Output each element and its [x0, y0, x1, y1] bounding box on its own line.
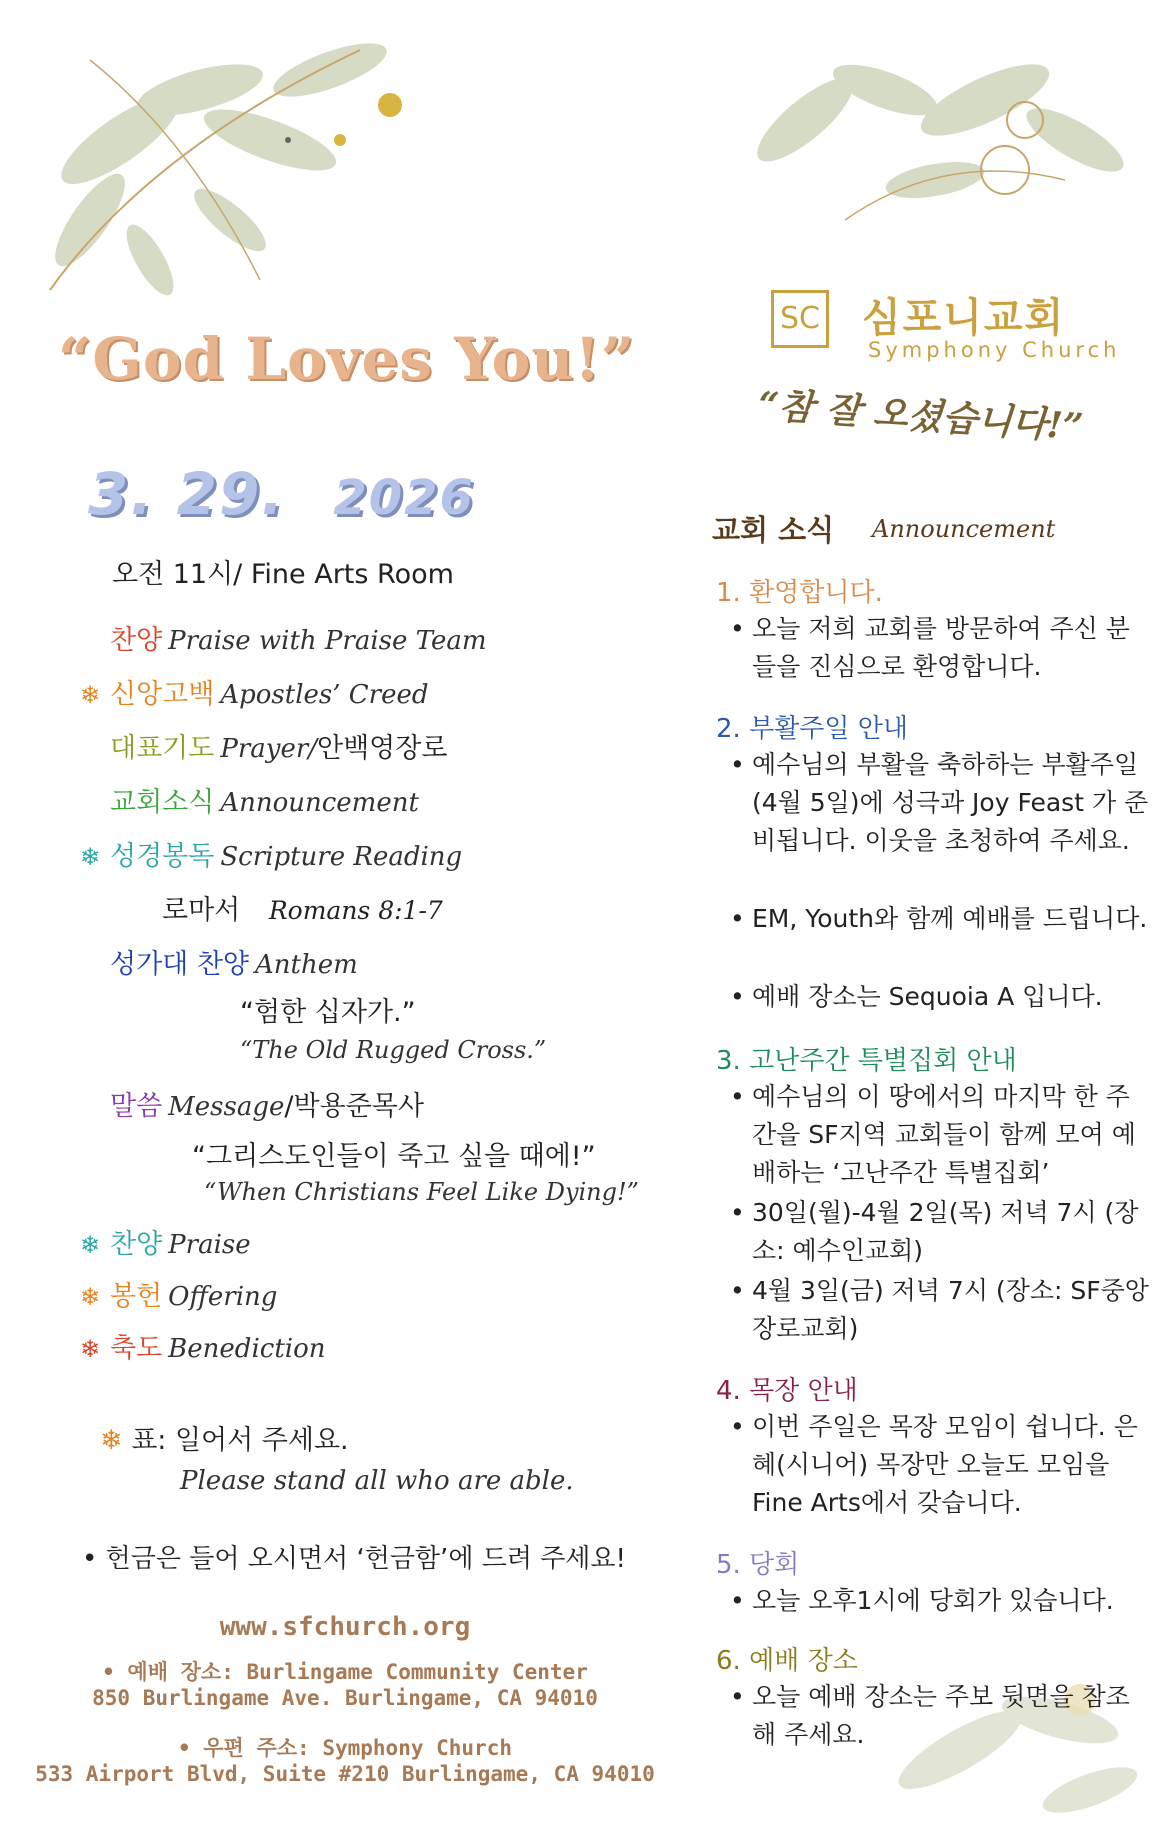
announcement-title: 6. 예배 장소	[716, 1646, 858, 1676]
order-item-praise-team: 찬양 Praise with Praise Team	[110, 625, 487, 656]
order-item-announcement: 교회소식 Announcement	[110, 787, 419, 818]
church-name-en: Symphony Church	[868, 338, 1121, 362]
scripture-reference: 로마서 Romans 8:1-7	[162, 895, 443, 926]
announcement-item: • EM, Youth와 함께 예배를 드립니다.	[730, 904, 1148, 933]
order-item-praise: ❄ 찬양 Praise	[80, 1229, 251, 1260]
announcement-title: 5. 당회	[716, 1550, 800, 1580]
announcement-item: • 예수님의 이 땅에서의 마지막 한 주간을 SF지역 교회들이 함께 모여 예배하는 ‘고난주간 특별집회’	[730, 1082, 1136, 1187]
website-link[interactable]: www.sfchurch.org	[219, 1612, 471, 1642]
preacher: /박용준목사	[284, 1091, 424, 1122]
order-item-apostles-creed: ❄ 신앙고백 Apostles’ Creed	[80, 679, 429, 710]
announcement-item: • 이번 주일은 목장 모임이 쉽니다. 은혜(시니어) 목장만 오늘도 모임을 Fine Arts에서 갖습니다.	[730, 1412, 1138, 1517]
service-date-month-day: 3. 29.	[88, 460, 286, 528]
announcement-heading: 교회 소식	[712, 513, 835, 547]
announcement-title: 2. 부활주일 안내	[716, 714, 909, 744]
service-date-year: 2026	[333, 470, 475, 526]
worship-place-address: 850 Burlingame Ave. Burlingame, CA 94010	[92, 1686, 598, 1710]
announcement-item: • 오늘 저희 교회를 방문하여 주신 분들을 진심으로 환영합니다.	[730, 614, 1130, 681]
announcement-heading-en: Announcement	[872, 515, 1056, 543]
standing-marker-icon: ❄	[80, 843, 101, 871]
announcement-title: 1. 환영합니다.	[716, 578, 883, 608]
sermon-title-ko: “그리스도인들이 죽고 싶을 때에!”	[192, 1141, 596, 1172]
announcement-item: • 예배 장소는 Sequoia A 입니다.	[730, 982, 1103, 1011]
order-item-benediction: ❄ 축도 Benediction	[80, 1333, 326, 1364]
leaf-decoration-top-right	[725, 30, 1145, 250]
church-name-ko: 심포니교회	[862, 295, 1066, 341]
leaf-decoration-top-left	[30, 30, 450, 310]
mail-address-label: • 우편 주소: Symphony Church	[177, 1736, 512, 1760]
stand-note: ❄ 표: 일어서 주세요.	[100, 1425, 349, 1456]
order-item-scripture-reading: ❄ 성경봉독 Scripture Reading	[80, 841, 463, 872]
stand-note-en: Please stand all who are able.	[180, 1466, 574, 1496]
sermon-title-en: “When Christians Feel Like Dying!”	[204, 1178, 639, 1206]
order-item-prayer: 대표기도 Prayer/안백영장로	[110, 733, 448, 764]
standing-marker-icon: ❄	[80, 1231, 101, 1259]
service-time-place: 오전 11시/ Fine Arts Room	[112, 559, 454, 590]
standing-marker-icon: ❄	[80, 1335, 101, 1363]
prayer-leader: 안백영장로	[317, 733, 448, 764]
offering-note: • 헌금은 들어 오시면서 ‘헌금함’에 드려 주세요!	[82, 1544, 626, 1574]
church-logo: SC	[771, 290, 829, 348]
welcome-phrase: “참 잘 오셨습니다!”	[756, 383, 1085, 449]
standing-marker-icon: ❄	[80, 1283, 101, 1311]
announcement-title: 3. 고난주간 특별집회 안내	[716, 1046, 1017, 1076]
announcement-item: • 예수님의 부활을 축하하는 부활주일(4월 5일)에 성극과 Joy Feast 가 준비됩니다. 이웃을 초청하여 주세요.	[730, 750, 1149, 855]
standing-marker-icon: ❄	[80, 681, 101, 709]
worship-place-label: • 예배 장소: Burlingame Community Center	[102, 1660, 588, 1684]
mail-address: 533 Airport Blvd, Suite #210 Burlingame, CA 94010	[35, 1762, 655, 1786]
anthem-title-en: “The Old Rugged Cross.”	[240, 1036, 547, 1064]
theme-title: “God Loves You!”	[58, 325, 636, 393]
announcement-item: • 오늘 오후1시에 당회가 있습니다.	[730, 1586, 1114, 1615]
order-item-anthem: 성가대 찬양 Anthem	[110, 949, 358, 980]
announcement-item: • 30일(월)-4월 2일(목) 저녁 7시 (장소: 예수인교회)	[730, 1198, 1139, 1265]
announcement-item: • 4월 3일(금) 저녁 7시 (장소: SF중앙장로교회)	[730, 1276, 1149, 1343]
service-date	[88, 460, 475, 528]
anthem-title-ko: “험한 십자가.”	[240, 997, 416, 1028]
announcement-title: 4. 목장 안내	[716, 1376, 858, 1406]
standing-marker-icon: ❄	[100, 1425, 123, 1456]
order-item-message: 말씀 Message/박용준목사	[110, 1091, 424, 1122]
order-item-offering: ❄ 봉헌 Offering	[80, 1281, 278, 1312]
announcement-item: • 오늘 예배 장소는 주보 뒷면을 참조해 주세요.	[730, 1682, 1130, 1749]
